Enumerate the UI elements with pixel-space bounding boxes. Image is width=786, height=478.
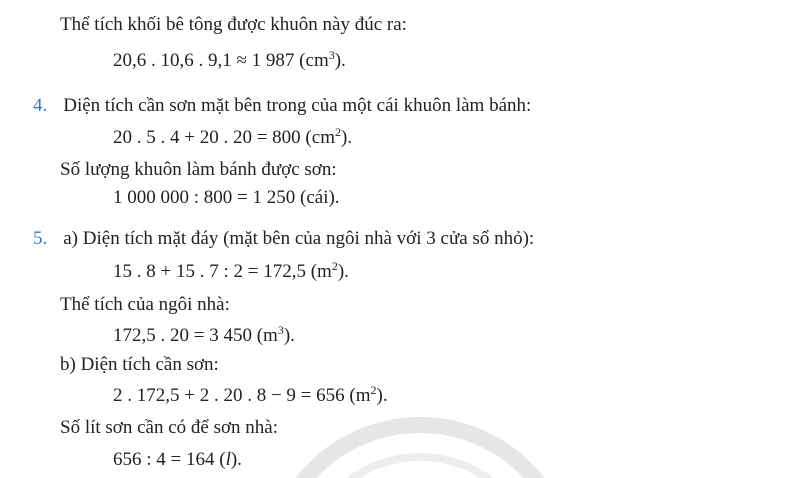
exercise-4-line: 4. Diện tích cần sơn mặt bên trong của một cái khuôn làm bánh: <box>33 95 532 116</box>
exercise-number: 4. <box>33 95 48 116</box>
formula-line: 20 . 5 . 4 + 20 . 20 = 800 $(cm^2)$. <box>113 125 353 148</box>
text-line: Số lít sơn cần có để sơn nhà: <box>60 417 278 438</box>
exercise-5-line: 5. a) Diện tích mặt đáy (mặt bên của ngôi nhà với 3 cửa sổ nhỏ): <box>33 228 535 249</box>
text-line: Thể tích của ngôi nhà: <box>60 294 230 315</box>
text-line: Số lượng khuôn làm bánh được sơn: <box>60 159 337 180</box>
formula-line: 2 . 172,5 + 2 . 20 . 8 − 9 = 656 $(m^2)$. <box>113 383 388 406</box>
formula-line: 15 . 8 + 15 . 7 : 2 = 172,5 $(m^2)$. <box>113 259 349 282</box>
text-line: b) Diện tích cần sơn: <box>60 354 219 375</box>
formula-line: 20,6 . 10,6 . 9,1 ≈ 1 987 $(cm^3)$. <box>113 48 346 71</box>
formula-line: 656 : 4 = 164 (l). <box>113 449 242 470</box>
formula-line: 172,5 . 20 = 3 450 $(m^3)$. <box>113 323 295 346</box>
formula-line: 1 000 000 : 800 = 1 250 (cái). <box>113 187 340 208</box>
text-line: Thể tích khối bê tông được khuôn này đúc ra: <box>60 14 407 35</box>
exercise-number: 5. <box>33 228 48 249</box>
